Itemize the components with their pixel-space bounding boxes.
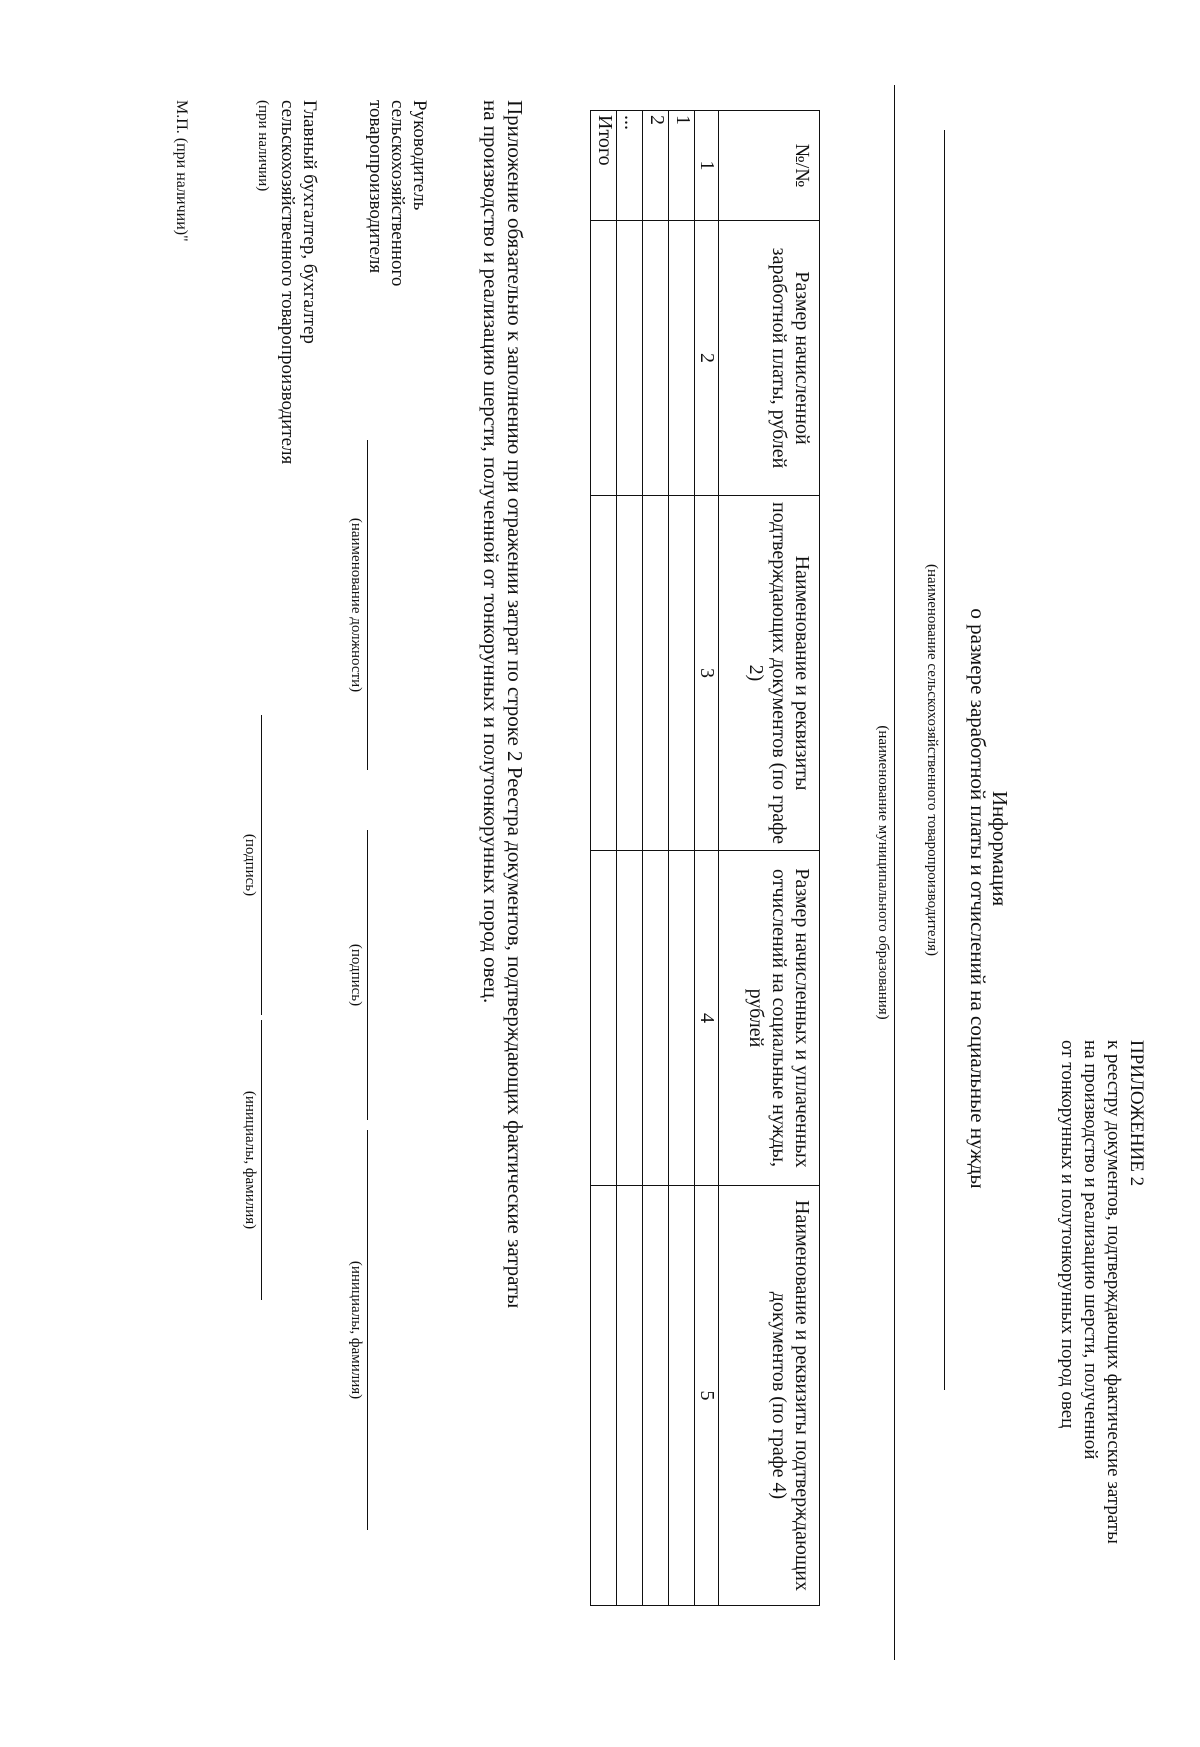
head-signature-line — [367, 830, 368, 1120]
head-label-line: товаропроизводителя — [365, 100, 386, 274]
table-cell — [591, 1186, 617, 1606]
table-cell — [669, 1186, 695, 1606]
table-cell — [643, 851, 669, 1186]
table-cell — [669, 851, 695, 1186]
appendix-line-1: к реестру документов, подтверждающих фактические затраты — [1103, 1040, 1124, 1544]
table-cell — [617, 1186, 643, 1606]
municipality-caption: (наименование муниципального образования) — [875, 725, 891, 1020]
appendix-title: ПРИЛОЖЕНИЕ 2 — [1126, 1040, 1147, 1187]
municipality-name-line — [894, 85, 895, 1660]
table-cell — [643, 221, 669, 496]
table-cell — [591, 851, 617, 1186]
header-salary: Размер начисленной заработной платы, рублей — [719, 221, 820, 496]
table-cell — [643, 496, 669, 851]
table-cell — [669, 221, 695, 496]
table-row — [643, 111, 669, 1606]
row-label: Итого — [591, 111, 617, 221]
table-cell — [617, 851, 643, 1186]
head-name-line — [367, 1130, 368, 1530]
header-salary-docs: Наименование и реквизиты подтверждающих документов (по графе 2) — [719, 496, 820, 851]
row-label: 2 — [643, 111, 669, 221]
head-name-caption: (инициалы, фамилия) — [348, 1260, 364, 1400]
header-social-contributions: Размер начисленных и уплаченных отчислений на социальные нужды, рублей — [719, 851, 820, 1186]
accountant-qualifier: (при наличии) — [255, 100, 271, 192]
table-cell — [591, 221, 617, 496]
table-header-row — [719, 111, 820, 1606]
head-signature-caption: (подпись) — [348, 943, 364, 1007]
head-label-line: Руководитель — [409, 100, 430, 211]
accountant-name-caption: (инициалы, фамилия) — [242, 1090, 258, 1230]
position-caption: (наименование должности) — [348, 517, 364, 693]
column-number: 4 — [695, 851, 719, 1186]
producer-name-line — [944, 130, 945, 1390]
salary-table — [590, 110, 820, 1606]
table-cell — [617, 496, 643, 851]
accountant-signature-caption: (подпись) — [242, 833, 258, 897]
position-line — [367, 440, 368, 770]
column-number-row — [695, 111, 719, 1606]
document-title: Информация — [988, 790, 1012, 907]
accountant-signature-line — [261, 715, 262, 1015]
head-label — [364, 100, 430, 286]
table-total-row — [591, 111, 617, 1606]
accountant-label-line: сельскохозяйственного товаропроизводителя — [277, 100, 298, 465]
column-number: 5 — [695, 1186, 719, 1606]
table-cell — [643, 1186, 669, 1606]
column-number: 3 — [695, 496, 719, 851]
accountant-label — [252, 100, 320, 464]
table-cell — [591, 496, 617, 851]
document-subtitle: о размере заработной платы и отчислений на социальные нужды — [966, 608, 990, 1189]
table-cell — [617, 221, 643, 496]
producer-caption: (наименование сельскохозяйственного товаропроизводителя) — [924, 564, 940, 956]
appendix-line-2: на производство и реализацию шерсти, полученной — [1080, 1040, 1101, 1460]
row-label: ... — [617, 111, 643, 221]
table-cell — [669, 496, 695, 851]
appendix-header — [1056, 1040, 1148, 1544]
header-number: №/№ — [719, 111, 820, 221]
table-row — [669, 111, 695, 1606]
head-label-line: сельскохозяйственного — [387, 100, 408, 287]
column-number: 1 — [695, 111, 719, 221]
stamp-placeholder: М.П. (при наличии)" — [173, 100, 190, 242]
table-row — [617, 111, 643, 1606]
accountant-name-line — [261, 1020, 262, 1300]
accountant-label-line: Главный бухгалтер, бухгалтер — [299, 100, 320, 344]
note-line-2: на производство и реализацию шерсти, полученной от тонкорунных и полутонкорунных пород овец. — [479, 100, 503, 1004]
filling-note — [479, 100, 527, 1308]
row-label: 1 — [669, 111, 695, 221]
header-contribution-docs: Наименование и реквизиты подтверждающих документов (по графе 4) — [719, 1186, 820, 1606]
column-number: 2 — [695, 221, 719, 496]
note-line-1: Приложение обязательно к заполнению при отражении затрат по строке 2 Реестра документов, подтверждающих фактические затраты — [503, 100, 527, 1309]
appendix-line-3: от тонкорунных и полутонкорунных пород овец — [1057, 1040, 1078, 1429]
